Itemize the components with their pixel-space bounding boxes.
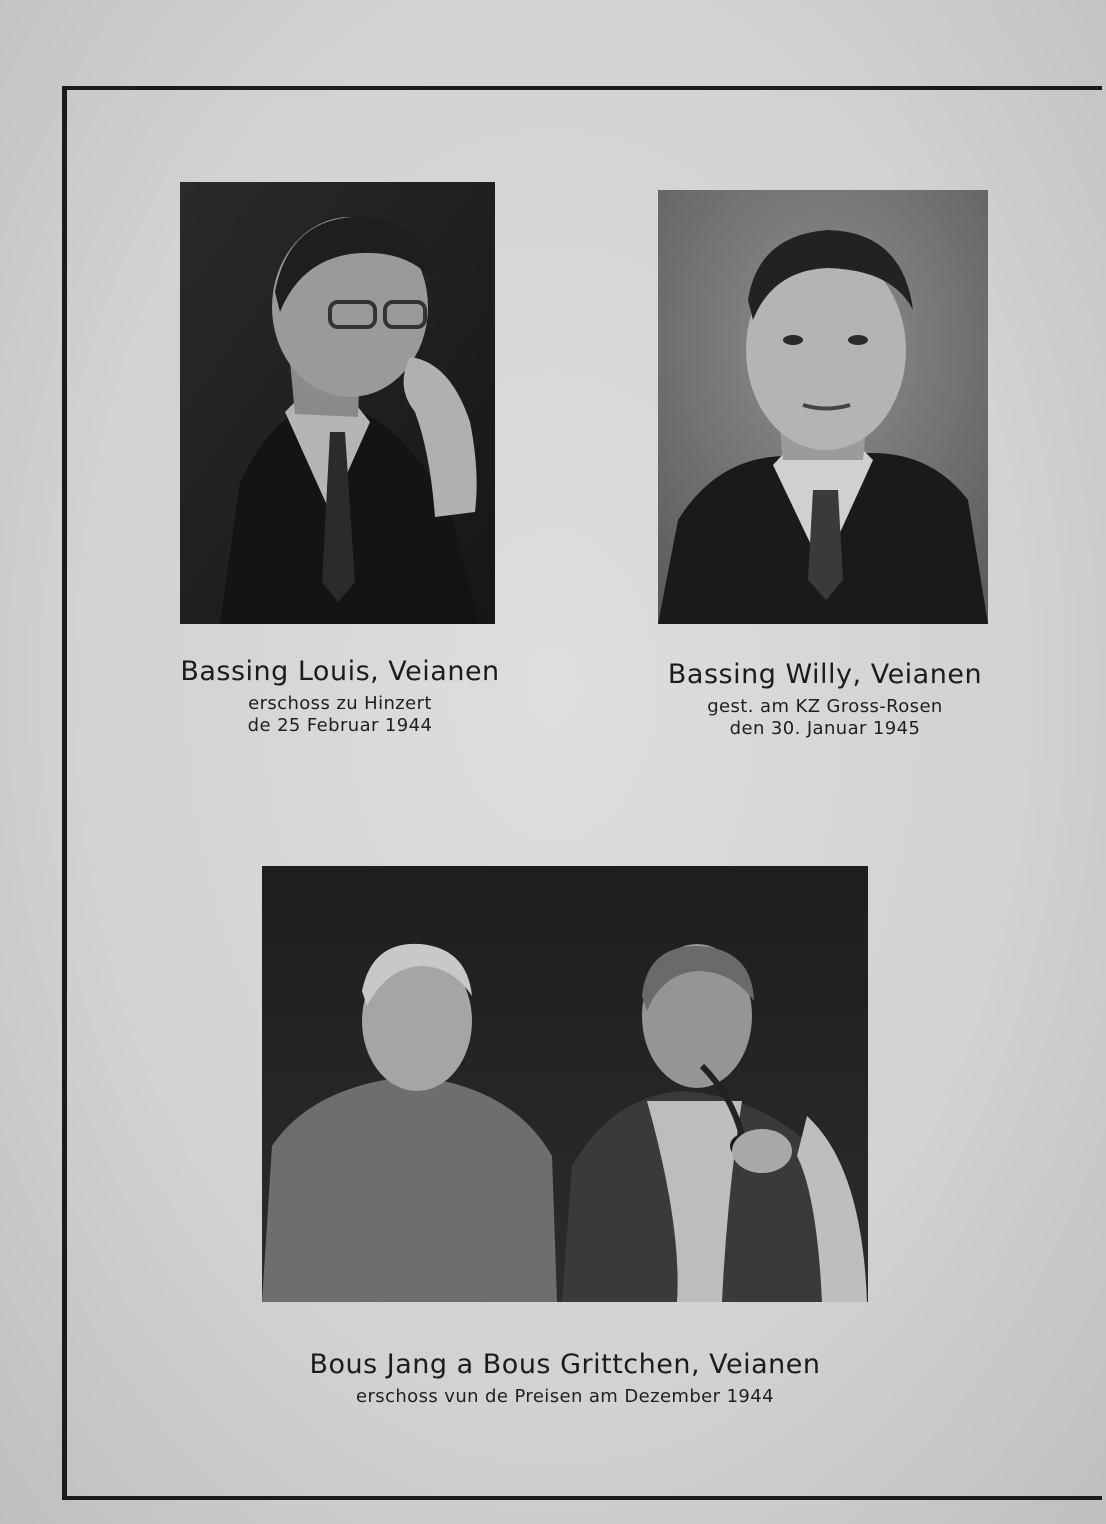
person-name: Bassing Louis, Veianen	[180, 656, 500, 687]
death-details: erschoss vun de Preisen am Dezember 1944	[356, 1385, 774, 1407]
portrait-photo-bassing-willy	[658, 190, 988, 624]
person-name: Bassing Willy, Veianen	[667, 659, 983, 690]
person-name: Bous Jang a Bous Grittchen, Veianen	[309, 1349, 821, 1380]
portrait-photo-bassing-louis	[180, 182, 495, 624]
caption-bassing-louis	[130, 655, 550, 738]
caption-bous-couple	[240, 1348, 890, 1408]
death-place: gest. am KZ Gross-Rosen	[707, 695, 943, 717]
death-place: erschoss zu Hinzert	[248, 692, 432, 714]
death-date: den 30. Januar 1945	[729, 718, 921, 740]
death-date: de 25 Februar 1944	[247, 715, 433, 737]
portrait-photo-bous-couple	[262, 866, 868, 1302]
caption-bassing-willy	[610, 658, 1040, 741]
